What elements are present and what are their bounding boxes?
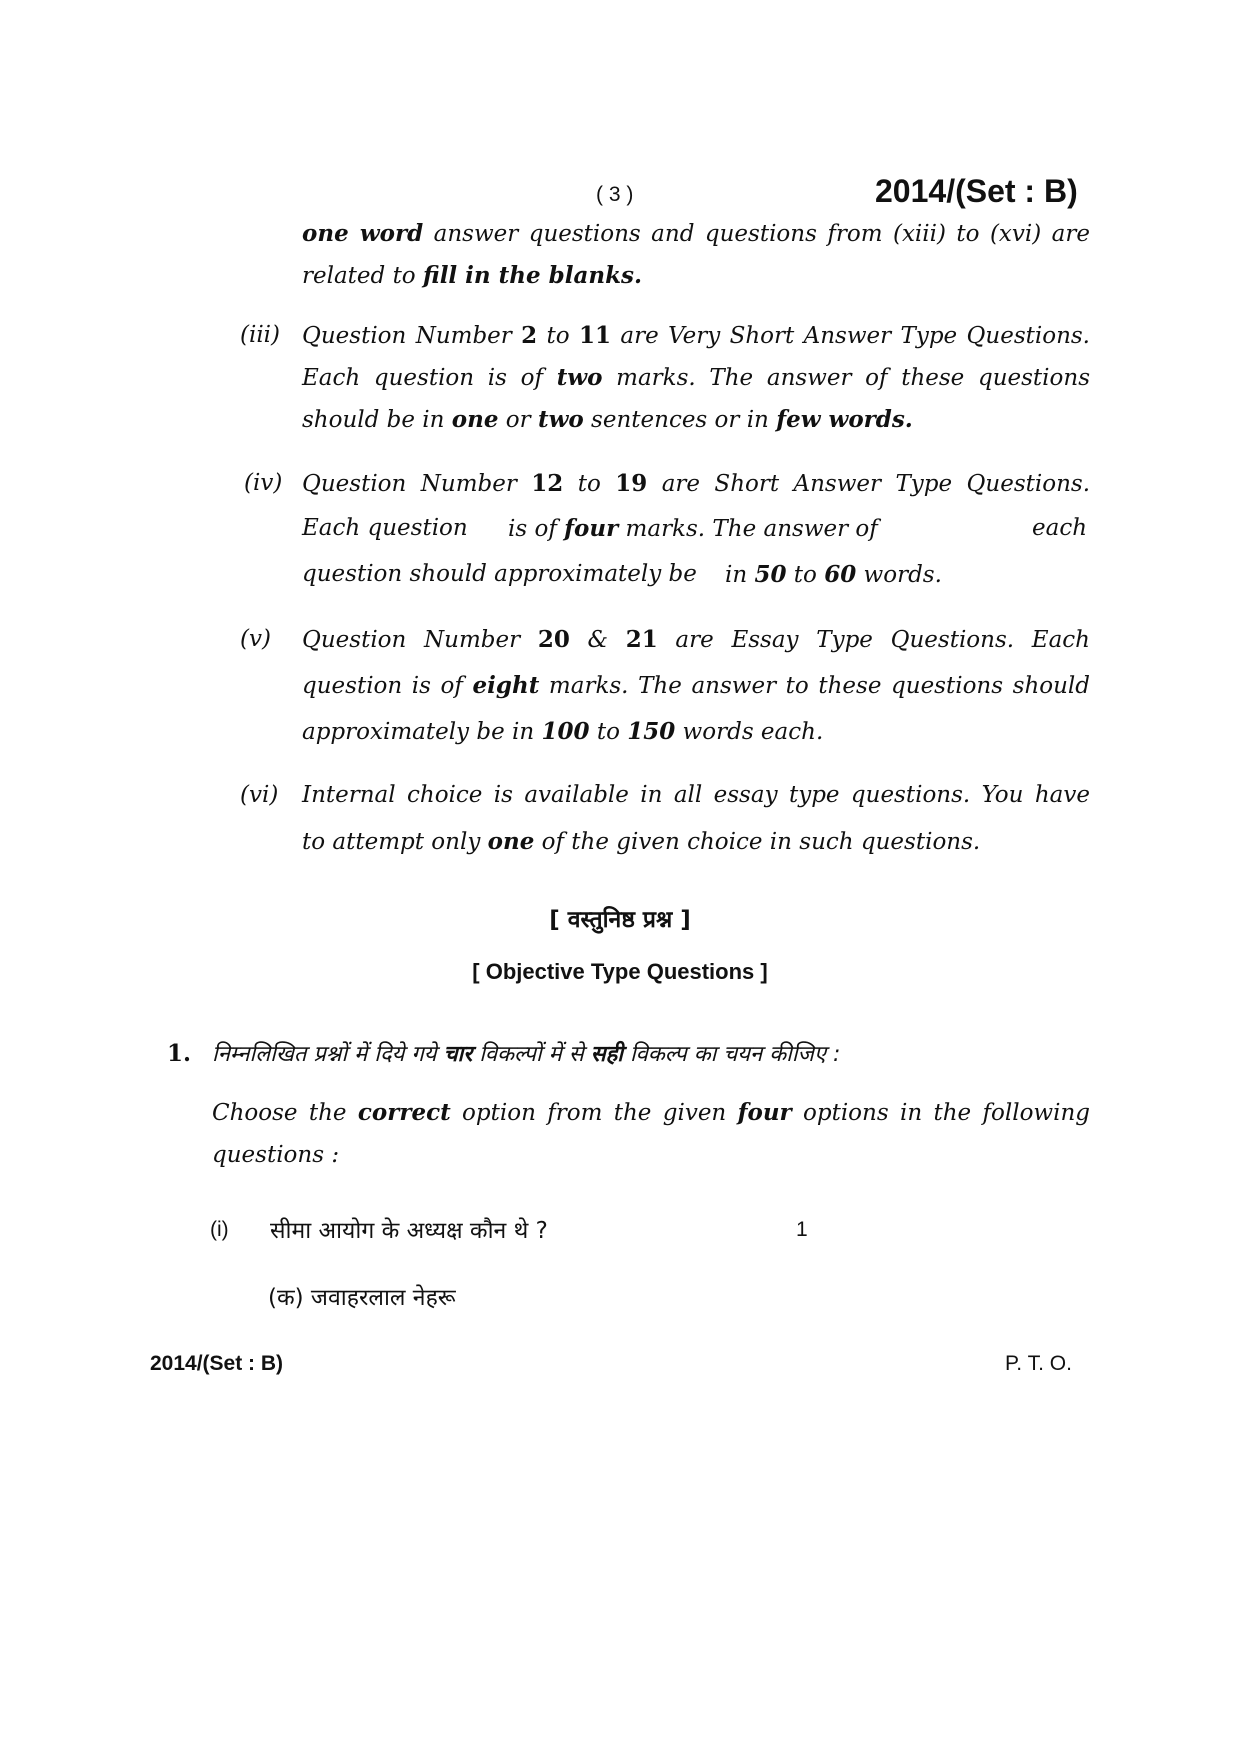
footer-paper-code: 2014/(Set : B) xyxy=(150,1352,284,1375)
instruction-iv-line-2b: is of four marks. The answer of xyxy=(508,515,878,542)
paper-code: 2014/(Set : B) xyxy=(875,173,1078,209)
subquestion-i-text: सीमा आयोग के अध्यक्ष कौन थे ? xyxy=(270,1218,548,1244)
section-title-hindi: [ वस्तुनिष्ठ प्रश्न ] xyxy=(549,907,691,933)
instruction-cont-line-2: related to fill in the blanks. xyxy=(302,262,642,289)
instruction-iv-line-2c: each xyxy=(1032,515,1088,541)
instruction-v-line-1: Question Number 20 & 21 are Essay Type Questions. Each xyxy=(302,626,1090,653)
question-1-hindi: निम्नलिखित प्रश्नों में दिये गये चार विकल्पों में से सही विकल्प का चयन कीजिए : xyxy=(212,1042,841,1067)
instruction-vi-line-1: Internal choice is available in all essay type questions. You have xyxy=(302,782,1090,808)
question-number: 1. xyxy=(167,1040,192,1067)
page-number: ( 3 ) xyxy=(596,183,634,206)
subquestion-marker-i: (i) xyxy=(210,1218,229,1241)
subquestion-i-marks: 1 xyxy=(796,1218,808,1241)
instruction-iv-line-3b: in 50 to 60 words. xyxy=(725,561,942,588)
section-title-english: [ Objective Type Questions ] xyxy=(472,959,768,984)
instruction-marker-iv: (iv) xyxy=(244,470,283,496)
instruction-iii-line-1: Question Number 2 to 11 are Very Short Answer Type Questions. xyxy=(302,322,1090,349)
instruction-cont-line-1: one word answer questions and questions from (xiii) to (xvi) are xyxy=(302,220,1090,247)
instruction-iv-line-1: Question Number 12 to 19 are Short Answer Type Questions. xyxy=(302,470,1091,497)
instruction-marker-vi: (vi) xyxy=(240,782,279,808)
instruction-v-line-2: question is of eight marks. The answer to these questions should xyxy=(302,672,1090,699)
instruction-vi-line-2: to attempt only one of the given choice in such questions. xyxy=(302,828,981,855)
question-1-english-line-2: questions : xyxy=(212,1142,340,1168)
footer-pto: P. T. O. xyxy=(1005,1352,1072,1375)
instruction-marker-v: (v) xyxy=(240,626,271,652)
instruction-v-line-3: approximately be in 100 to 150 words each. xyxy=(302,718,824,745)
instruction-iii-line-3: should be in one or two sentences or in few words. xyxy=(302,406,913,433)
instruction-marker-iii: (iii) xyxy=(240,322,281,348)
question-1-english-line-1: Choose the correct option from the given four options in the following xyxy=(212,1099,1091,1126)
instruction-iv-line-2a: Each question xyxy=(302,515,468,541)
option-a: (क) जवाहरलाल नेहरू xyxy=(268,1285,456,1311)
instruction-iii-line-2: Each question is of two marks. The answer of these questions xyxy=(302,364,1090,391)
instruction-iv-line-3a: question should approximately be xyxy=(302,561,697,587)
